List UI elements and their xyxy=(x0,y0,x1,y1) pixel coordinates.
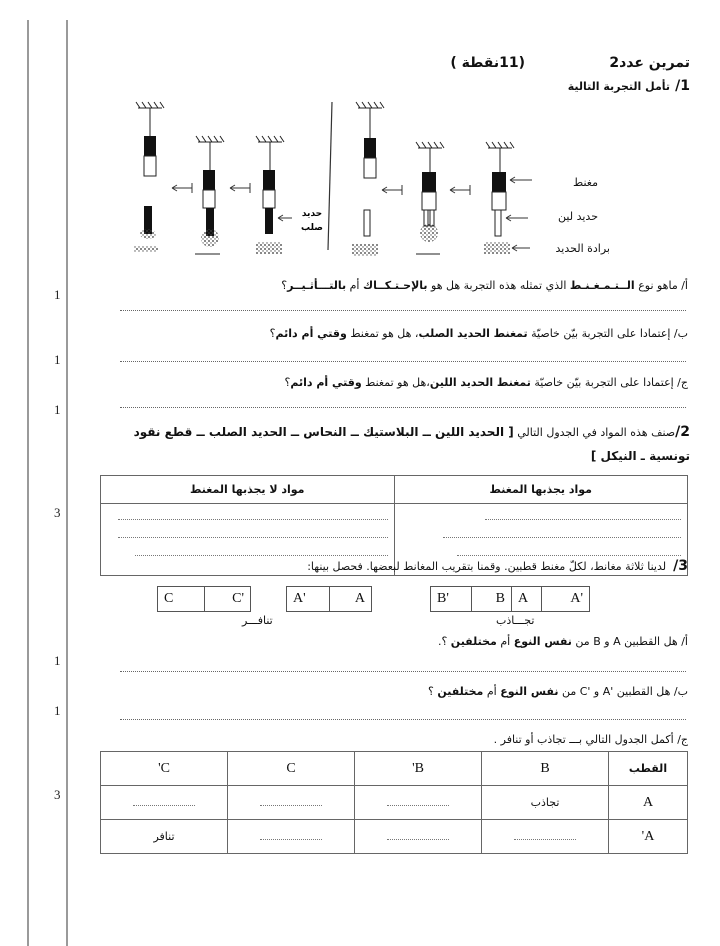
answer-line-1c[interactable] xyxy=(120,406,686,408)
label-soft-iron: حديد لين xyxy=(558,210,598,223)
materials-list: [ الحديد اللين ــ البلاستيك ــ النحاس ــ الحديد الصلب ــ قطع نقود تونسية ـ النيكل ] xyxy=(133,425,690,463)
answer-line-3a[interactable] xyxy=(120,670,686,672)
part3-intro: 3/ لدينا ثلاثة مغانط، لكلّ مغنط قطبين. وقمنا بتقريب المغانط لبعضها. فحصل بينها: xyxy=(307,558,688,574)
hard-iron-step2 xyxy=(195,136,224,254)
cell-ap-c-prime: تنافر xyxy=(101,820,228,854)
margin-line-right xyxy=(66,20,68,946)
hard-iron-step3 xyxy=(134,102,164,252)
poles-interaction-table xyxy=(100,751,688,854)
experiment-figure xyxy=(120,100,560,270)
part2-instruction: 2/صنف هذه المواد في الجدول التالي [ الحديد اللين ــ البلاستيك ــ النحاس ــ الحديد الصلب ــ قطع نقود تونسية ـ النيكل ] xyxy=(133,424,690,463)
repulsion-magnet-c: C C' xyxy=(157,586,251,612)
cell-ap-b[interactable] xyxy=(482,820,609,854)
row-label-a: A xyxy=(609,786,688,820)
header-pole: القطب xyxy=(609,752,688,786)
part1-heading xyxy=(490,75,690,94)
margin-line-left xyxy=(27,20,29,946)
arrow-left-4 xyxy=(450,185,470,195)
question-1b: ب/ إعتمادا على التجربة بيّن خاصيّة تمغنط الحديد الصلب، هل هو تمغنط وقتي أم دائم؟ xyxy=(269,327,688,340)
attraction-magnets: B' B A A' xyxy=(430,586,590,612)
header-not-attracted: مواد لا يجذبها المغنط xyxy=(101,476,395,504)
row-label-a-prime: A' xyxy=(609,820,688,854)
label-hard-iron-2: صلب xyxy=(301,223,323,233)
header-attracted: مواد يجذبها المغنط xyxy=(394,476,688,504)
question-1c: ج/ إعتمادا على التجربة بيّن خاصيّة تمغنط الحديد اللين،هل هو تمغنط وقتي أم دائم؟ xyxy=(284,376,688,389)
label-iron-filings: برادة الحديد xyxy=(555,242,610,255)
exercise-title: تمرين عدد2 xyxy=(609,55,690,71)
cell-a-c-prime[interactable] xyxy=(101,786,228,820)
header-c-prime: C' xyxy=(101,752,228,786)
cell-ap-c[interactable] xyxy=(228,820,355,854)
table-row xyxy=(101,786,688,820)
soft-iron-step3 xyxy=(352,102,384,256)
part2-number: 2/ xyxy=(675,424,690,440)
soft-iron-step2 xyxy=(416,142,444,254)
score-q1c: 1 xyxy=(54,402,61,417)
answer-line-3b[interactable] xyxy=(120,718,686,720)
arrow-left-3 xyxy=(382,185,402,195)
arrow-left-1 xyxy=(172,183,192,193)
arrow-hard-iron xyxy=(278,215,292,221)
answer-line-1b[interactable] xyxy=(120,360,686,362)
header-b-prime: B' xyxy=(355,752,482,786)
question-3b: ب/ هل القطبين 'A و 'C من نفس النوع أم مختلفين ؟ xyxy=(427,685,688,698)
header-c: C xyxy=(228,752,355,786)
cell-a-b: تجاذب xyxy=(482,786,609,820)
question-1a: أ/ ماهو نوع الــتـمـغـنـط الذي تمثله هذه التجربة هل هو بالإحـتـكــاك أم بالتـــأثـيــر؟ xyxy=(281,279,688,292)
label-magnet: مغنط xyxy=(573,176,598,189)
repulsion-label: تنافـــر xyxy=(242,614,273,627)
hard-iron-step1 xyxy=(256,136,284,254)
exercise-points: (11نقطة ) xyxy=(450,55,525,71)
answer-line-1a[interactable] xyxy=(120,309,686,311)
arrow-left-2 xyxy=(230,183,250,193)
score-q3c: 3 xyxy=(54,787,61,802)
score-q1a: 1 xyxy=(54,287,61,302)
question-3c: ج/ أكمل الجدول التالي بـــ تجاذب أو تنافر . xyxy=(493,733,688,746)
question-3a: أ/ هل القطبين A و B من نفس النوع أم مختلفين ؟. xyxy=(437,635,688,648)
cell-ap-b-prime[interactable] xyxy=(355,820,482,854)
figure-divider xyxy=(328,102,332,250)
score-q3a: 1 xyxy=(54,653,61,668)
cell-a-c[interactable] xyxy=(228,786,355,820)
cell-a-b-prime[interactable] xyxy=(355,786,482,820)
attraction-label: تجـــاذب xyxy=(496,614,535,627)
repulsion-magnet-a: A' A xyxy=(286,586,372,612)
label-hard-iron-1: حديد xyxy=(301,209,323,219)
part1-title: تأمل التجربة التالية xyxy=(567,80,671,93)
part1-number: 1/ xyxy=(675,78,690,94)
score-q1b: 1 xyxy=(54,352,61,367)
score-q2: 3 xyxy=(54,505,61,520)
table-row xyxy=(101,820,688,854)
soft-iron-step1 xyxy=(484,142,514,254)
score-q3b: 1 xyxy=(54,703,61,718)
header-b: B xyxy=(482,752,609,786)
